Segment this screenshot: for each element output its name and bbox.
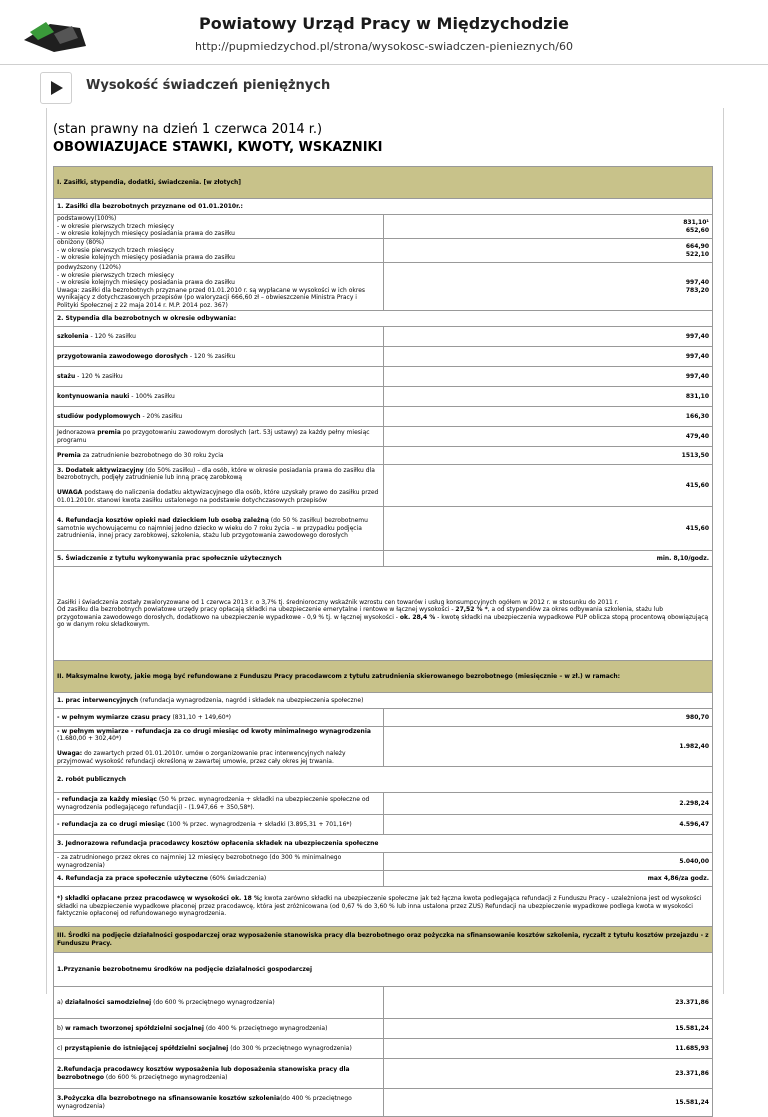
table-row: Jednorazowa premia po przygotowaniu zawodowym dorosłych (art. 53j ustawy) za każdy pełny miesiąc programu 479,40 [54,427,713,447]
table-row: Premia za zatrudnienie bezrobotnego do 30 roku życia 1513,50 [54,447,713,465]
arrow-right-icon [40,72,72,104]
legal-state: (stan prawny na dzień 1 czerwca 2014 r.) [53,122,323,137]
table-row: przygotowania zawodowego dorosłych - 120 % zasiłku 997,40 [54,347,713,367]
site-header [0,0,768,62]
table-row: a) działalności samodzielnej (do 600 % przeciętnego wynagrodzenia) 23.371,86 [54,987,713,1019]
section-header-1: I. Zasiłki, stypendia, dodatki, świadczenia. [w złotych] [54,167,713,199]
content-panel [46,108,724,1110]
table-row: stażu - 120 % zasiłku 997,40 [54,367,713,387]
section-header-2: II. Maksymalne kwoty, jakie mogą być refundowane z Funduszu Pracy pracodawcom z tytułu zatrudnienia skierowanego bezrobotnego (miesięcznie – w zł.) w ramach: [54,661,713,693]
table-row: 3. Jednorazowa refundacja pracodawcy kosztów opłacenia składek na ubezpieczenia społeczne [54,835,713,853]
content-heading: OBOWIAZUJACE STAWKI, KWOTY, WSKAZNIKI [53,140,383,155]
table-row: obniżony (80%) - w okresie pierwszych trzech miesięcy - w okresie kolejnych miesięcy posiadania prawa do zasiłku 664,90 522,10 [54,239,713,263]
table-row: - refundacja za każdy miesiąc (50 % przec. wynagrodzenia + składki na ubezpieczenie społeczne od wynagrodzenia podlegającego refundacji) - (1.947,66 + 350,58*). 2.298,24 [54,793,713,815]
table-row: 3. Dodatek aktywizacyjny (do 50% zasiłku) – dla osób, które w okresie posiadania prawa do zasiłku dla bezrobotnych, podjęły zatrudnienie lub inną pracę zarobkową UWAGA podstawę do naliczenia dodatku aktywizacyjnego dla osób, które uzyskały prawo do zasiłku przed 01.01.2010r. stanowi kwota zasiłku ustalonego na podstawie dotychczasowych przepisów 415,60 [54,465,713,507]
table-row: 2.Refundacja pracodawcy kosztów wyposażenia lub doposażenia stanowiska pracy dla bezrobotnego (do 600 % przeciętnego wynagrodzenia) 23.371,86 [54,1059,713,1089]
table-row: 2. robót publicznych [54,767,713,793]
note-row: *) składki opłacane przez pracodawcę w wysokości ok. 18 %; kwota zarówno składki na ubezpieczenie społeczne jak też łączna kwota podlegająca refundacji z Funduszu Pracy - uzależniona jest od wysokości składki na ubezpieczenie wypadkowe płaconej przez pracodawcę, która jest zróżnicowana (od 0,67 % do 3,60 % lub inna ustalona przez ZUS) Refundacji na ubezpieczenie wypadkowe podlega kwota w wysokości faktycznie opłaconej od refundowanego wynagrodzenia. [54,887,713,927]
header-divider [0,64,768,65]
table-row: - w pełnym wymiarze - refundacja za co drugi miesiąc od kwoty minimalnego wynagrodzenia (1.680,00 + 302,40*) Uwaga: do zawartych przed 01.01.2010r. umów o zorganizowanie prac interwencyjnych należy przyjmować wysokość refundacji określoną w zawartej umowie, przez cały okres jej trwania. 1.982,40 [54,727,713,767]
table-row: 1.Przyznanie bezrobotnemu środków na podjęcie działalności gospodarczej [54,953,713,987]
rates-table [53,166,713,1117]
table-row: kontynuowania nauki - 100% zasiłku 831,10 [54,387,713,407]
table-row: studiów podyplomowych - 20% zasiłku 166,30 [54,407,713,427]
table-row: b) w ramach tworzonej spółdzielni socjalnej (do 400 % przeciętnego wynagrodzenia) 15.581,24 [54,1019,713,1039]
table-row: 4. Refundacja za prace społecznie użyteczne (60% świadczenia) max 4,86/za godz. [54,871,713,887]
table-row: - za zatrudnionego przez okres co najmniej 12 miesięcy bezrobotnego (do 300 % minimalnego wynagrodzenia) 5.040,00 [54,853,713,871]
site-title: Powiatowy Urząd Pracy w Międzychodzie [199,14,569,33]
table-row: 1. prac interwencyjnych (refundacja wynagrodzenia, nagród i składek na ubezpieczenia społeczne) [54,693,713,709]
table-row: 4. Refundacja kosztów opieki nad dzieckiem lub osobą zależną (do 50 % zasiłku) bezrobotnemu samotnie wychowującemu co najmniej jedno dziecko w wieku do 7 roku życia – w przypadku podjęcia zatrudnienia, innej pracy zarobkowej, szkolenia, stażu lub przygotowania zawodowego dorosłych 415,60 [54,507,713,551]
table-row: szkolenia - 120 % zasiłku 997,40 [54,327,713,347]
table-row: 5. Świadczenie z tytułu wykonywania prac społecznie użytecznych min. 8,10/godz. [54,551,713,567]
section-header-3: III. Środki na podjęcie działalności gospodarczej oraz wyposażenie stanowiska pracy dla bezrobotnego oraz pożyczka na sfinansowanie kosztów szkolenia, ryczałt z tytułu kosztów przejazdu - z Funduszu Pracy. [54,927,713,953]
table-row: 3.Pożyczka dla bezrobotnego na sfinansowanie kosztów szkolenia(do 400 % przeciętnego wynagrodzenia) 15.581,24 [54,1089,713,1117]
page-title: Wysokość świadczeń pieniężnych [86,78,331,93]
table-row: podstawowy(100%) - w okresie pierwszych trzech miesięcy - w okresie kolejnych miesięcy posiadania prawa do zasiłku 831,10¹ 652,60 [54,215,713,239]
table-row: - refundacja za co drugi miesiąc (100 % przec. wynagrodzenia + składki (3.895,31 + 701,16*) 4.596,47 [54,815,713,835]
table-row: c) przystąpienie do istniejącej spółdzielni socjalnej (do 300 % przeciętnego wynagrodzenia) 11.685,93 [54,1039,713,1059]
table-row: - w pełnym wymiarze czasu pracy (831,10 + 149,60*) 980,70 [54,709,713,727]
table-row: 2. Stypendia dla bezrobotnych w okresie odbywania: [54,311,713,327]
table-row: 1. Zasiłki dla bezrobotnych przyznane od 01.01.2010r.: [54,199,713,215]
note-row: Zasiłki i świadczenia zostały zwaloryzowane od 1 czerwca 2013 r. o 3,7% tj. średnioroczny wskaźnik wzrostu cen towarów i usług konsumpcyjnych ogółem w 2012 r. w stosunku do 2011 r. Od zasiłku dla bezrobotnych powiatowe urzędy pracy opłacają składki na ubezpieczenie emerytalne i rentowe w łącznej wysokości - 27,52 % *, a od stypendiów za okres odbywania szkolenia, stażu lub przygotowania zawodowego dorosłych, dodatkowo na ubezpieczenie wypadkowe - 0,9 % tj. w łącznej wysokości - ok. 28,4 % - kwotę składki na ubezpieczenia wypadkowe PUP oblicza stopą procentową obowiązującą go w danym roku składkowym. [54,567,713,661]
site-url[interactable]: http://pupmiedzychod.pl/strona/wysokosc-swiadczen-pienieznych/60 [195,40,573,53]
table-row: podwyższony (120%) - w okresie pierwszych trzech miesięcy - w okresie kolejnych miesięcy posiadania prawa do zasiłku Uwaga: zasiłki dla bezrobotnych przyznane przed 01.01.2010 r. są wypłacane w wysokości w ich okres wynikający z dotychczasowych przepisów (po waloryzacji 666,60 zł – obwieszczenie Ministra Pracy i Polityki Społecznej z 22 maja 2014 r. M.P. 2014 poz. 367) 997,40 783,20 [54,263,713,311]
